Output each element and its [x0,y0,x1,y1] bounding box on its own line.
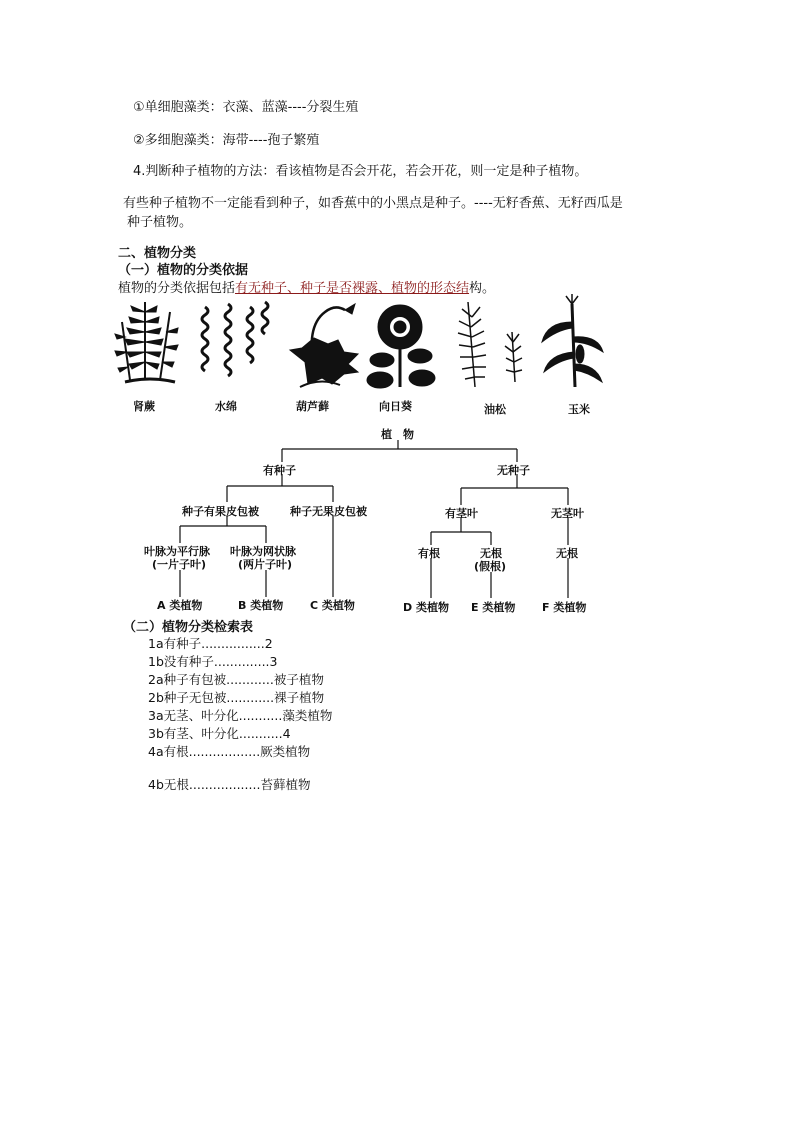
key-result: 藻类植物 [282,708,333,723]
tree-root: 植 物 [381,428,414,441]
key-result: 被子植物 [273,672,324,687]
tree-node-net-note: (两片子叶) [238,558,293,571]
line-seed-note: 有些种子植物不一定能看到种子，如香蕉中的小黑点是种子。----无籽香蕉、无籽西瓜是 [123,196,623,211]
plant-label-corn: 玉米 [568,403,590,416]
key-text: 有茎、叶分化 [163,726,239,741]
key-code: 3a [148,708,164,723]
plant-label-spirogyra: 水绵 [215,400,237,413]
key-text: 有种子 [163,636,202,651]
key-code: 2b [148,690,164,705]
key-code: 2a [148,672,164,687]
tree-leaf-c: C 类植物 [310,599,355,612]
key-row [148,742,310,760]
key-dots: ........... [238,708,283,723]
tree-leaf-a: A 类植物 [157,599,203,612]
tree-node-root-no: 无根 [480,547,502,560]
key-text: 没有种子 [163,654,214,669]
key-text: 无茎、叶分化 [163,708,239,723]
plant-label-sunflower: 向日葵 [379,400,412,413]
tree-node-parallel: 叶脉为平行脉 [144,545,210,558]
key-code: 1b [148,654,164,669]
plant-label-moss: 葫芦藓 [296,400,329,413]
tree-node-root-no-note: (假根) [474,560,507,573]
section-title: 二、植物分类 [118,246,197,261]
basis-suffix: 构。 [469,281,496,296]
key-row [148,634,273,652]
key-row [148,688,324,706]
key-code: 4a [148,744,164,759]
tree-leaf-b: B 类植物 [238,599,284,612]
plant-label-pine: 油松 [484,403,506,416]
line-unicellular-algae: ①单细胞藻类：衣藻、蓝藻----分裂生殖 [133,100,359,115]
key-result: 2 [264,636,273,651]
key-row [148,724,291,742]
tree-node-naked: 种子无果皮包被 [290,505,367,518]
key-dots: ............ [226,690,275,705]
line-seed-plant-method: 4.判断种子植物的方法：看该植物是否会开花，若会开花，则一定是种子植物。 [133,164,588,179]
tree-node-covered: 种子有果皮包被 [182,505,259,518]
key-text: 种子有包被 [163,672,227,687]
tree-node-no-stem: 无茎叶 [551,507,584,520]
tree-node-no-seed: 无种子 [497,464,530,477]
tree-node-root-yes: 有根 [418,547,440,560]
key-result: 裸子植物 [274,690,325,705]
key-dots: ............ [226,672,274,687]
key-code: 1a [148,636,164,651]
subsection-key: （二）植物分类检索表 [123,620,254,635]
key-dots: ................ [201,636,265,651]
tree-node-net: 叶脉为网状脉 [230,545,296,558]
key-code: 4b [148,777,164,792]
key-result: 4 [282,726,291,741]
key-dots: .................. [188,777,261,792]
line-multicellular-algae: ②多细胞藻类：海带----孢子繁殖 [133,133,320,148]
basis-highlight: 有无种子、种子是否裸露、植物的形态结 [235,281,470,296]
tree-leaf-e: E 类植物 [471,601,516,614]
key-result: 苔藓植物 [260,777,311,792]
key-dots: .................. [188,744,261,759]
key-code: 3b [148,726,164,741]
key-dots: .............. [213,654,270,669]
basis-prefix: 植物的分类依据包括 [118,281,236,296]
key-text: 种子无包被 [163,690,227,705]
tree-leaf-f: F 类植物 [542,601,587,614]
key-row [148,652,278,670]
tree-node-parallel-note: (一片子叶) [152,558,207,571]
plant-label-fern: 肾蕨 [133,400,155,413]
key-text: 有根 [163,744,189,759]
tree-node-root-no-2: 无根 [556,547,578,560]
subsection-basis: （一）植物的分类依据 [118,263,249,278]
key-result: 3 [269,654,278,669]
key-text: 无根 [163,777,189,792]
key-row [148,670,324,688]
key-row [148,775,310,793]
line-seed-note-cont: 种子植物。 [127,215,193,230]
tree-leaf-d: D 类植物 [403,601,449,614]
tree-node-stem: 有茎叶 [445,507,478,520]
key-row [148,706,332,724]
key-result: 厥类植物 [260,744,311,759]
tree-node-has-seed: 有种子 [263,464,296,477]
key-dots: ........... [238,726,283,741]
